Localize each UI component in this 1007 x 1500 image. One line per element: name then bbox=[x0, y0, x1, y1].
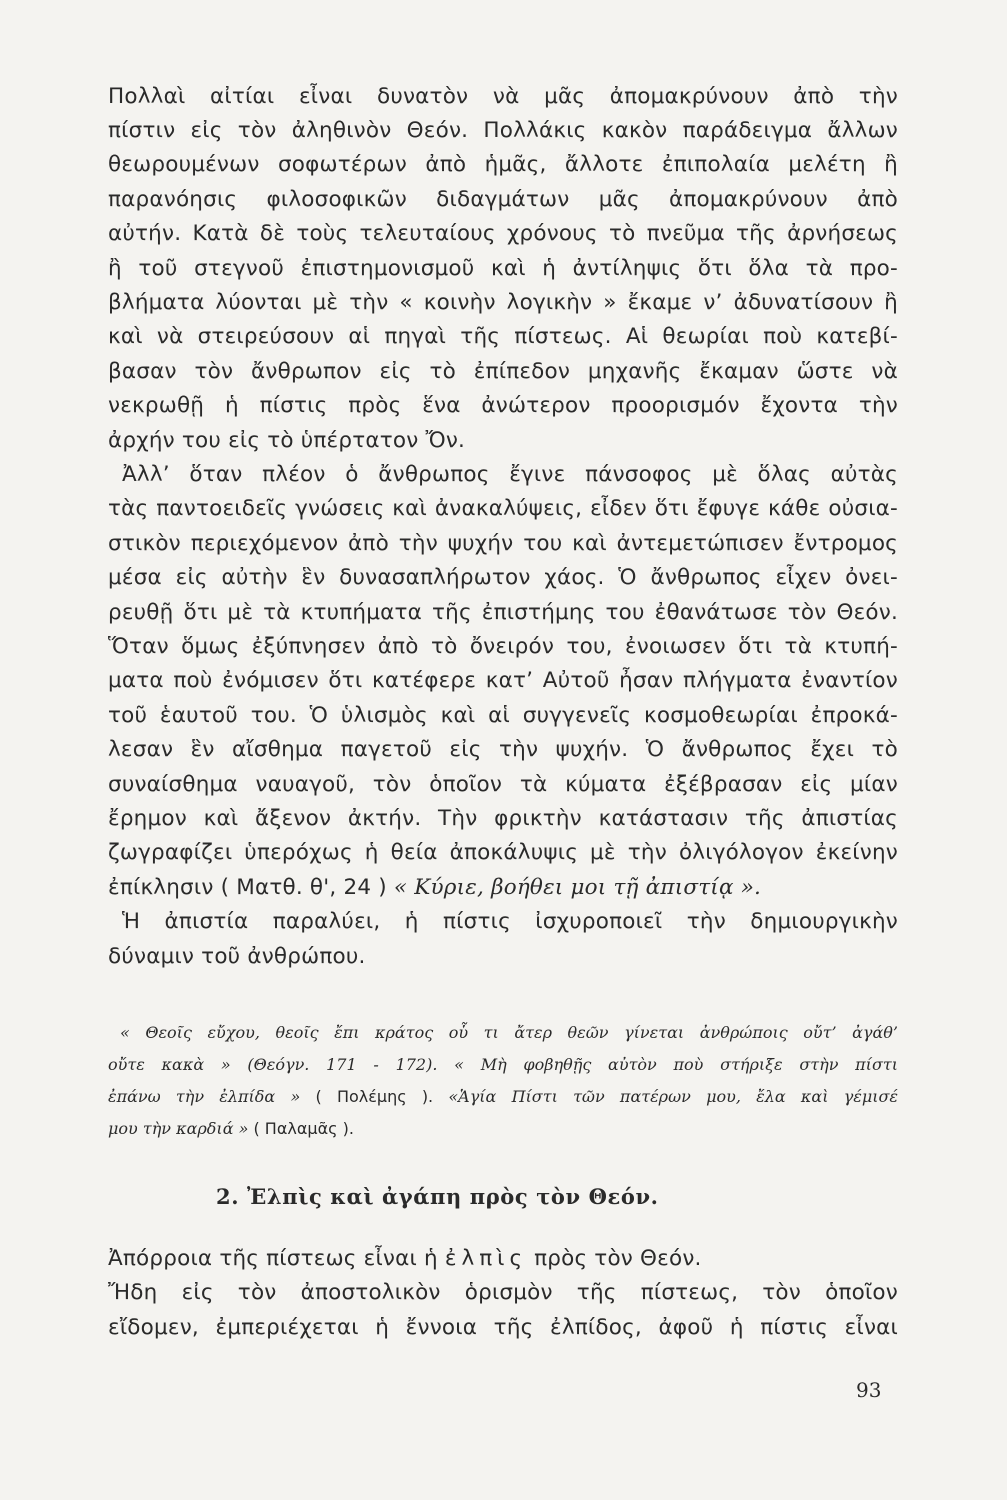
text-fragment: πρὸς τὸν Θεόν. bbox=[527, 1246, 702, 1271]
text-line: Ἤδη εἰς τὸν ἀποστολικὸν ὁρισμὸν τῆς πίστεως, τὸν ὁποῖον bbox=[108, 1280, 898, 1305]
note-line bbox=[108, 1116, 898, 1142]
text-line: καὶ νὰ στειρεύσουν αἱ πηγαὶ τῆς πίστεως. Αἱ θεωρίαι ποὺ κατεβί- bbox=[108, 324, 898, 349]
text-line: Ὅταν ὅμως ἐξύπνησεν ἀπὸ τὸ ὄνειρόν του, ἐνοιωσεν ὅτι τὰ κτυπή- bbox=[108, 634, 898, 659]
text-line bbox=[108, 1244, 898, 1274]
text-line: ἔρημον καὶ ἄξενον ἀκτήν. Τὴν φρικτὴν κατάστασιν τῆς ἀπιστίας bbox=[108, 806, 898, 831]
text-line: ἀρχήν του εἰς τὸ ὑπέρτατον Ὄν. bbox=[108, 428, 466, 453]
text-line: πίστιν εἰς τὸν ἀληθινὸν Θεόν. Πολλάκις κακὸν παράδειγμα ἄλλων bbox=[108, 118, 898, 143]
text-line: συναίσθημα ναυαγοῦ, τὸν ὁποῖον τὰ κύματα ἐξέβρασαν εἰς μίαν bbox=[108, 772, 898, 797]
text-line: στικὸν περιεχόμενον ἀπὸ τὴν ψυχήν του καὶ ἀντεμετώπισεν ἔντρομος bbox=[108, 531, 898, 556]
text-line: μέσα εἰς αὐτὴν ἓν δυνασαπλήρωτον χάος. Ὁ ἄνθρωπος εἶχεν ὀνει- bbox=[108, 565, 898, 590]
note-line: οὔτε κακὰ » (Θεόγν. 171 - 172). « Μὴ φοβηθῇς αὐτὸν ποὺ στήριξε στὴν πίστι bbox=[108, 1055, 898, 1074]
text-line: παρανόησις φιλοσοφικῶν διδαγμάτων μᾶς ἀπομακρύνουν ἀπὸ bbox=[108, 187, 898, 212]
text-line: ζωγραφίζει ὑπερόχως ἡ θεία ἀποκάλυψις μὲ τὴν ὀλιγόλογον ἐκείνην bbox=[108, 840, 898, 865]
citation-text: ἐπίκλησιν ( Ματθ. θ', 24 ) bbox=[108, 875, 394, 900]
text-line: εἴδομεν, ἐμπεριέχεται ἡ ἔννοια τῆς ἐλπίδος, ἀφοῦ ἡ πίστις εἶναι bbox=[108, 1315, 898, 1340]
page-number: 93 bbox=[856, 1378, 882, 1402]
text-line: θεωρουμένων σοφωτέρων ἀπὸ ἡμᾶς, ἄλλοτε ἐπιπολαία μελέτη ἢ bbox=[108, 152, 898, 177]
text-line: ρευθῇ ὅτι μὲ τὰ κτυπήματα τῆς ἐπιστήμης του ἐθανάτωσε τὸν Θεόν. bbox=[108, 600, 898, 625]
text-line: βλήματα λύονται μὲ τὴν « κοινὴν λογικὴν » ἔκαμε ν’ ἀδυνατίσουν ἢ bbox=[108, 290, 898, 315]
text-line: ἢ τοῦ στεγνοῦ ἐπιστημονισμοῦ καὶ ἡ ἀντίληψις ὅτι ὅλα τὰ προ- bbox=[108, 256, 898, 281]
section-heading: 2. Ἐλπὶς καὶ ἀγάπη πρὸς τὸν Θεόν. bbox=[216, 1184, 659, 1209]
scripture-quote: « Κύριε, βοήθει μοι τῇ ἀπιστίᾳ ». bbox=[393, 875, 762, 900]
emphasized-word: ἐλπὶς bbox=[444, 1246, 528, 1271]
note-quote: μου τὴν καρδιά » bbox=[108, 1119, 254, 1138]
text-line bbox=[108, 873, 898, 903]
text-line: ματα ποὺ ἐνόμισεν ὅτι κατέφερε κατ’ Αὐτοῦ ἦσαν πλήγματα ἐναντίον bbox=[108, 668, 898, 693]
note-author: ( Παλαμᾶς ). bbox=[253, 1119, 354, 1138]
text-fragment: Ἀπόρροια τῆς πίστεως εἶναι ἡ bbox=[108, 1246, 445, 1271]
text-line: αὐτήν. Κατὰ δὲ τοὺς τελευταίους χρόνους τὸ πνεῦμα τῆς ἀρνήσεως bbox=[108, 221, 898, 246]
text-line: τὰς παντοειδεῖς γνώσεις καὶ ἀνακαλύψεις, εἶδεν ὅτι ἔφυγε κάθε οὐσια- bbox=[108, 496, 898, 521]
note-line: « Θεοῖς εὔχου, θεοῖς ἔπι κράτος οὗ τι ἄτερ θεῶν γίνεται ἀνθρώποις οὔτ’ ἀγάθ’ bbox=[120, 1023, 898, 1042]
text-line: λεσαν ἓν αἴσθημα παγετοῦ εἰς τὴν ψυχήν. Ὁ ἄνθρωπος ἔχει τὸ bbox=[108, 737, 898, 762]
text-line: Πολλαὶ αἰτίαι εἶναι δυνατὸν νὰ μᾶς ἀπομακρύνουν ἀπὸ τὴν bbox=[108, 84, 898, 109]
note-line bbox=[108, 1084, 898, 1110]
text-line: τοῦ ἑαυτοῦ του. Ὁ ὑλισμὸς καὶ αἱ συγγενεῖς κοσμοθεωρίαι ἐπροκά- bbox=[108, 703, 898, 728]
text-line: Ἀλλ’ ὅταν πλέον ὁ ἄνθρωπος ἔγινε πάνσοφος μὲ ὅλας αὐτὰς bbox=[122, 462, 898, 487]
text-line: δύναμιν τοῦ ἀνθρώπου. bbox=[108, 944, 366, 969]
note-author: ( Πολέμης ). bbox=[315, 1087, 434, 1106]
text-line: βασαν τὸν ἄνθρωπον εἰς τὸ ἐπίπεδον μηχανῆς ἔκαμαν ὥστε νὰ bbox=[108, 359, 898, 384]
text-line: νεκρωθῇ ἡ πίστις πρὸς ἕνα ἀνώτερον προορισμόν ἔχοντα τὴν bbox=[108, 393, 898, 418]
text-line: Ἡ ἀπιστία παραλύει, ἡ πίστις ἰσχυροποιεῖ τὴν δημιουργικὴν bbox=[122, 909, 898, 934]
note-quote: «Ἁγία Πίστι τῶν πατέρων μου, ἔλα καὶ γέμισέ bbox=[433, 1087, 899, 1106]
note-quote: ἐπάνω τὴν ἐλπίδα » bbox=[108, 1087, 316, 1106]
